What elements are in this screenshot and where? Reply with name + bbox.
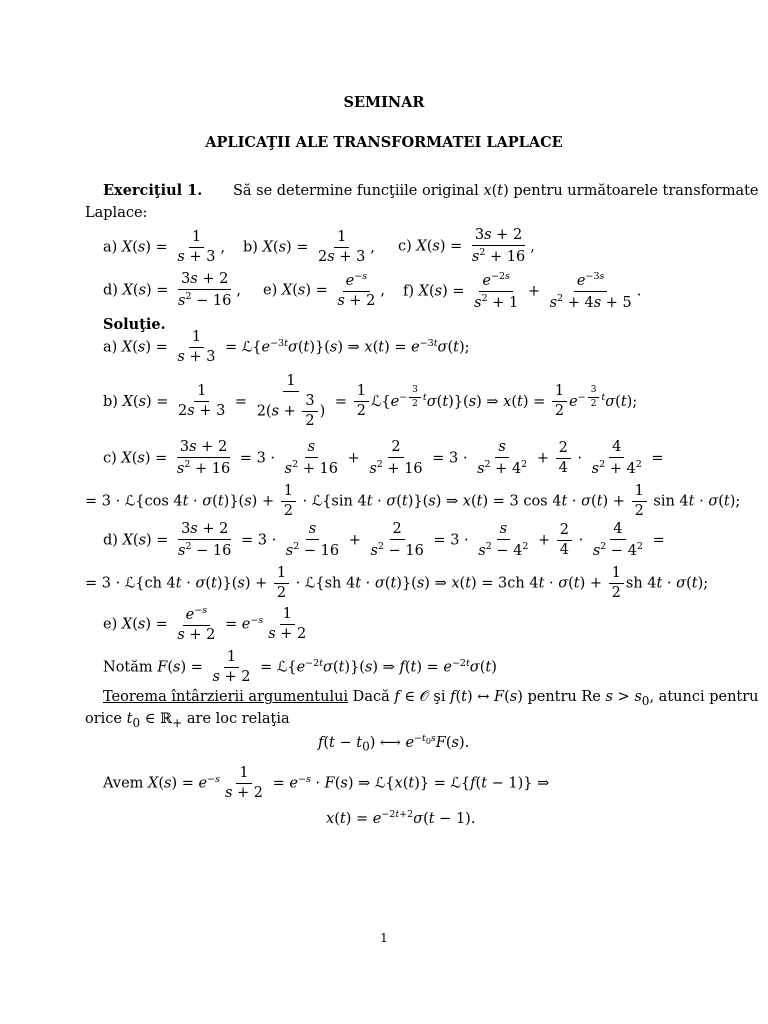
solution-b: b) X(s) = $\frac{1}{2s + 3}$ = 1 2(s + $\frac{3}{2}$ ) = $\frac{1}{2}$ $ℒ\{e^{- \frac{3}{2} t}\sigma(t)\}(s)$ ⇒ x(t) = $\frac{1}{2}$ $e^{- \frac{3}{2} t}\sigma(t)$; — [103, 373, 638, 430]
exercise-item-b: b) X(s) = $\frac{1}{2s + 3}$ , — [243, 229, 375, 266]
page-number: 1 — [380, 931, 388, 945]
theorem-relation: $f(t - t_0)$ ⟷ $e^{-t_0s}F(s)$. — [318, 733, 470, 754]
theorem-name: Teorema întârzierii argumentului — [103, 689, 349, 705]
exercise-item-d: d) X(s) = $\frac{3s + 2}{s^2 - 16}$ , — [103, 271, 241, 310]
exercise-item-f: f) X(s) = $\frac{e^{-2s}}{s^2 + 1}$ + $\frac{e^{-3s}}{s^2 + 4s + 5}$ . — [403, 271, 642, 311]
theorem-line-2: orice $t_0$ ∈ ℝ$_+$ are loc relaţia — [85, 711, 290, 730]
solution-heading: Soluţie. — [103, 316, 166, 333]
theorem-line-1: Teorema întârzierii argumentului Dacă f ∈ 𝒪 şi f(t) ↔ F(s) pentru Re $s > s_0$, atunci pentru — [103, 689, 759, 708]
solution-avem: Avem $X(s) = e^{-s}$ $\frac{1}{s + 2}$ = $e^{-s} \cdot F(s)$ ⇒ ℒ{x(t)} = ℒ{f(t − 1)} ⇒ — [103, 765, 550, 802]
solution-d-line-2: = 3 · ℒ{ch 4t · σ(t)}(s) + $\frac{1}{2}$ · ℒ{sh 4t · σ(t)}(s) ⇒ x(t) = 3ch 4t · σ(t) + $\frac{1}{2}$ sh 4t · σ(t); — [85, 565, 709, 602]
exercise-heading: Exerciţiul 1. — [103, 182, 203, 199]
solution-d-line-1: d) X(s) = $\frac{3s + 2}{s^2 - 16}$ = 3 · $\frac{s}{s^2 - 16}$ + $\frac{2}{s^2 - 16}$ = 3 · $\frac{s}{s^2 - 4^2}$ + $\frac{2}{4}$ · $\frac{4}{s^2 - 4^2}$ = — [103, 521, 665, 560]
solution-c-line-2: = 3 · ℒ{cos 4t · σ(t)}(s) + $\frac{1}{2}$ · ℒ{sin 4t · σ(t)}(s) ⇒ x(t) = 3 cos 4t · σ(t) + $\frac{1}{2}$ sin 4t · σ(t); — [85, 483, 741, 520]
exercise-statement-line-1: Exerciţiul 1. Să se determine funcţiile original x(t) pentru următoarele transformate — [103, 182, 759, 199]
page-subtitle: APLICAŢII ALE TRANSFORMATEI LAPLACE — [205, 134, 563, 151]
page-title: SEMINAR — [343, 94, 425, 111]
solution-e: e) X(s) = $\frac{e^{-s}}{s + 2}$ = $e^{-s}$ $\frac{1}{s + 2}$ — [103, 605, 307, 644]
solution-notam: Notăm F(s) = $\frac{1}{s + 2}$ = $ℒ\{e^{-2t}\sigma(t)\}(s)$ ⇒ $f(t) = e^{-2t}\sigma(t)$ — [103, 649, 497, 686]
solution-result: $x(t) = e^{-2t+2}\sigma(t - 1)$. — [326, 809, 476, 827]
solution-a: a) X(s) = $\frac{1}{s + 3}$ = $ℒ\{e^{-3t}\sigma(t)\}(s)$ ⇒ $x(t) = e^{-3t}\sigma(t)$; — [103, 329, 470, 366]
exercise-item-a: a) X(s) = $\frac{1}{s + 3}$ , — [103, 229, 226, 266]
exercise-item-e: e) X(s) = $\frac{e^{-s}}{s + 2}$ , — [263, 271, 385, 310]
exercise-statement-line-2: Laplace: — [85, 205, 148, 221]
solution-c-line-1: c) X(s) = $\frac{3s + 2}{s^2 + 16}$ = 3 · $\frac{s}{s^2 + 16}$ + $\frac{2}{s^2 + 16}$ = 3 · $\frac{s}{s^2 + 4^2}$ + $\frac{2}{4}$ · $\frac{4}{s^2 + 4^2}$ = — [103, 439, 664, 478]
exercise-item-c: c) X(s) = $\frac{3s + 2}{s^2 + 16}$ , — [398, 227, 535, 266]
